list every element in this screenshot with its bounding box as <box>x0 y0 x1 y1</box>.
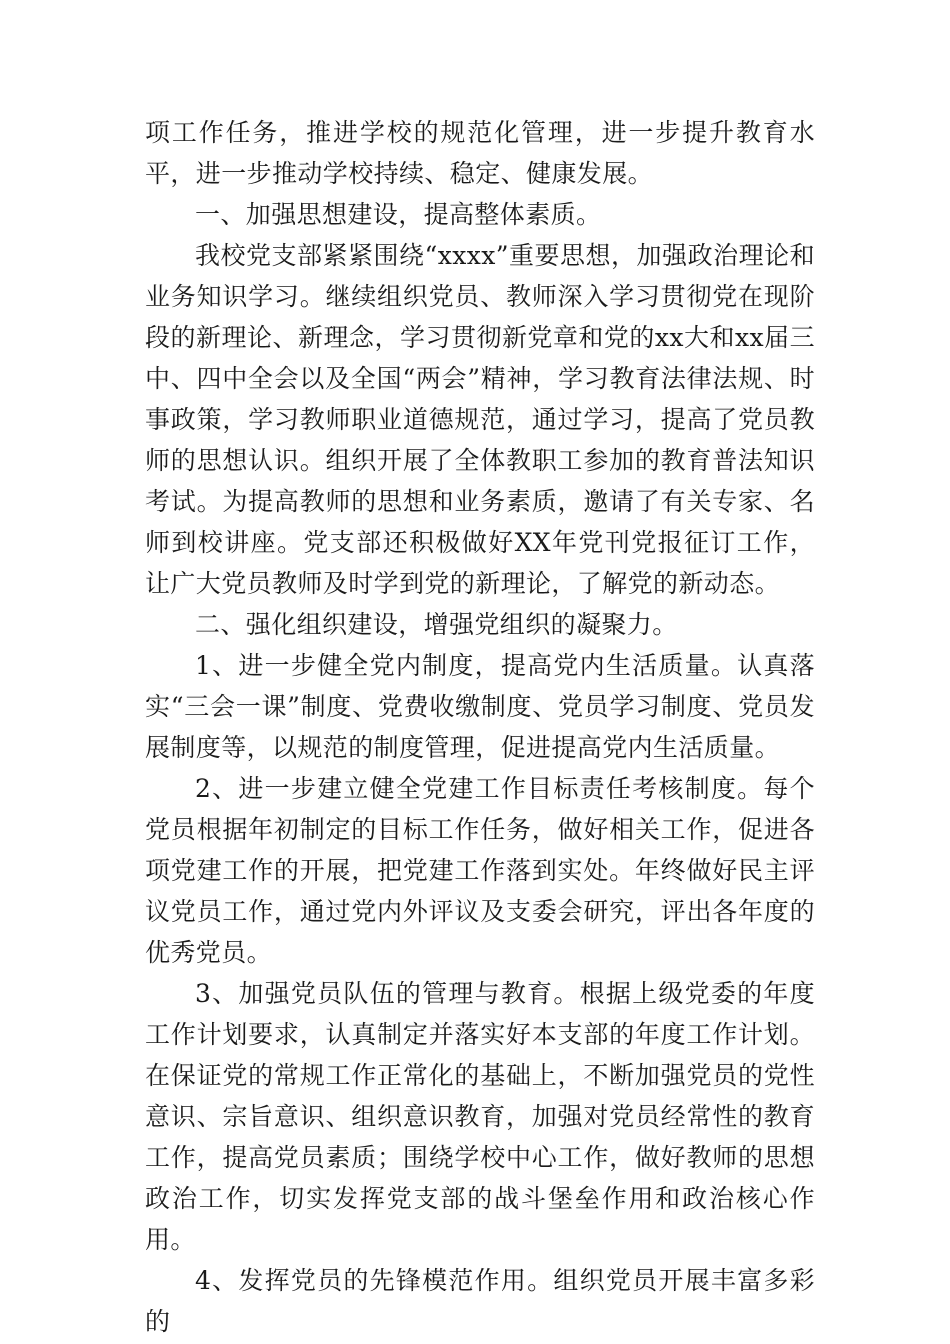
document-body <box>145 112 815 1342</box>
paragraph-item-4: 4、发挥党员的先锋模范作用。组织党员开展丰富多彩的 <box>145 1266 815 1336</box>
paragraph-item-1: 1、进一步健全党内制度，提高党内生活质量。认真落实“三会一课”制度、党费收缴制度、党员学习制度、党员发展制度等，以规范的制度管理，促进提高党内生活质量。 <box>145 651 815 762</box>
paragraph-item-3: 3、加强党员队伍的管理与教育。根据上级党委的年度工作计划要求，认真制定并落实好本支部的年度工作计划。在保证党的常规工作正常化的基础上，不断加强党员的党性意识、宗旨意识、组织意识教育，加强对党员经常性的教育工作，提高党员素质；围绕学校中心工作，做好教师的思想政治工作，切实发挥党支部的战斗堡垒作用和政治核心作用。 <box>145 979 815 1254</box>
paragraph-continuation: 项工作任务，推进学校的规范化管理，进一步提升教育水平，进一步推动学校持续、稳定、健康发展。 <box>145 118 815 188</box>
section-heading-1: 一、加强思想建设，提高整体素质。 <box>195 200 602 229</box>
paragraph-item-2: 2、进一步建立健全党建工作目标责任考核制度。每个党员根据年初制定的目标工作任务，做好相关工作，促进各项党建工作的开展，把党建工作落到实处。年终做好民主评议党员工作，通过党内外评议及支委会研究，评出各年度的优秀党员。 <box>145 774 815 967</box>
section-heading-2: 二、强化组织建设，增强党组织的凝聚力。 <box>195 610 678 639</box>
paragraph-ideology-study: 我校党支部紧紧围绕“xxxx”重要思想，加强政治理论和业务知识学习。继续组织党员、教师深入学习贯彻党在现阶段的新理论、新理念，学习贯彻新党章和党的xx大和xx届三中、四中全会以及全国“两会”精神，学习教育法律法规、时事政策，学习教师职业道德规范，通过学习，提高了党员教师的思想认识。组织开展了全体教职工参加的教育普法知识考试。为提高教师的思想和业务素质，邀请了有关专家、名师到校讲座。党支部还积极做好XX年党刊党报征订工作，让广大党员教师及时学到党的新理论，了解党的新动态。 <box>145 241 815 598</box>
